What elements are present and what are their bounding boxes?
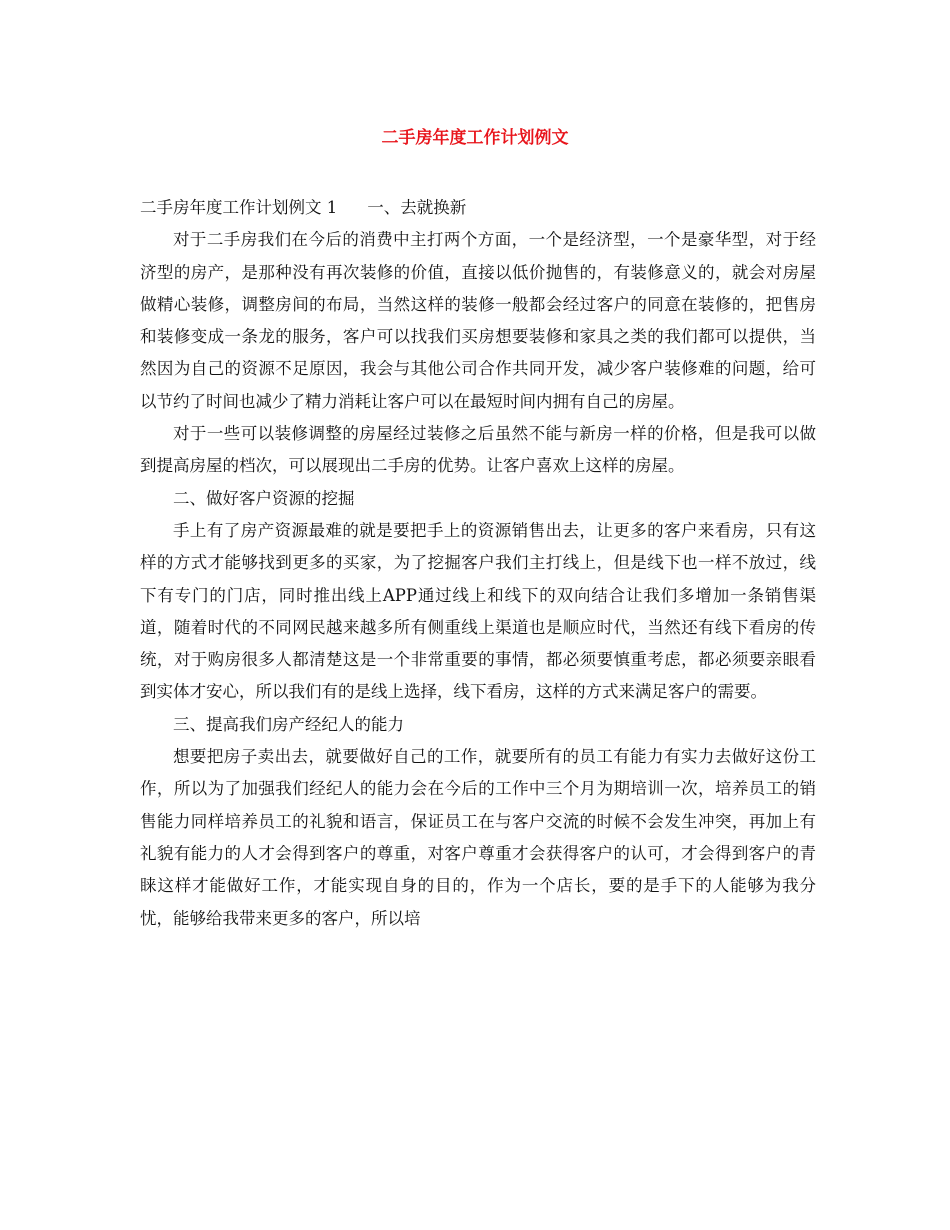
document-title: 二手房年度工作计划例文 [381,128,569,148]
paragraph-2: 对于一些可以装修调整的房屋经过装修之后虽然不能与新房一样的价格，但是我可以做到提高房屋的档次，可以展现出二手房的优势。让客户喜欢上这样的房屋。 [140,424,816,476]
intro-heading: 一、去就换新 [367,198,467,217]
paragraph-4: 想要把房子卖出去，就要做好自己的工作，就要所有的员工有能力有实力去做好这份工作，所以为了加强我们经纪人的能力会在今后的工作中三个月为期培训一次，培养员工的销售能力同样培养员工的礼貌和语言，保证员工在与客户交流的时候不会发生冲突，再加上有礼貌有能力的人才会得到客户的尊重，对客户尊重才会获得客户的认可，才会得到客户的青睐这样才能做好工作，才能实现自身的目的，作为一个店长，要的是手下的人能够为我分忧，能够给我带来更多的客户，所以培 [140,747,816,928]
document-body [140,192,816,935]
section-heading-3: 三、提高我们房产经纪人的能力 [173,714,404,734]
paragraph-1: 对于二手房我们在今后的消费中主打两个方面，一个是经济型，一个是豪华型，对于经济型的房产，是那种没有再次装修的价值，直接以低价抛售的，有装修意义的，就会对房屋做精心装修，调整房间的布局，当然这样的装修一般都会经过客户的同意在装修的，把售房和装修变成一条龙的服务，客户可以找我们买房想要装修和家具之类的我们都可以提供，当然因为自己的资源不足原因，我会与其他公司合作共同开发，减少客户装修难的问题，给可以节约了时间也减少了精力消耗让客户可以在最短时间内拥有自己的房屋。 [140,230,816,411]
section-heading-2: 二、做好客户资源的挖掘 [173,488,355,508]
intro-line [140,192,816,224]
paragraph-3: 手上有了房产资源最难的就是要把手上的资源销售出去，让更多的客户来看房，只有这样的方式才能够找到更多的买家，为了挖掘客户我们主打线上，但是线下也一样不放过，线下有专门的门店，同时推出线上APP通过线上和线下的双向结合让我们多增加一条销售渠道，随着时代的不同网民越来越多所有侧重线上渠道也是顺应时代，当然还有线下看房的传统，对于购房很多人都清楚这是一个非常重要的事情，都必须要慎重考虑，都必须要亲眼看到实体才安心，所以我们有的是线上选择，线下看房，这样的方式来满足客户的需要。 [140,520,816,702]
intro-label: 二手房年度工作计划例文 1 [140,198,338,217]
